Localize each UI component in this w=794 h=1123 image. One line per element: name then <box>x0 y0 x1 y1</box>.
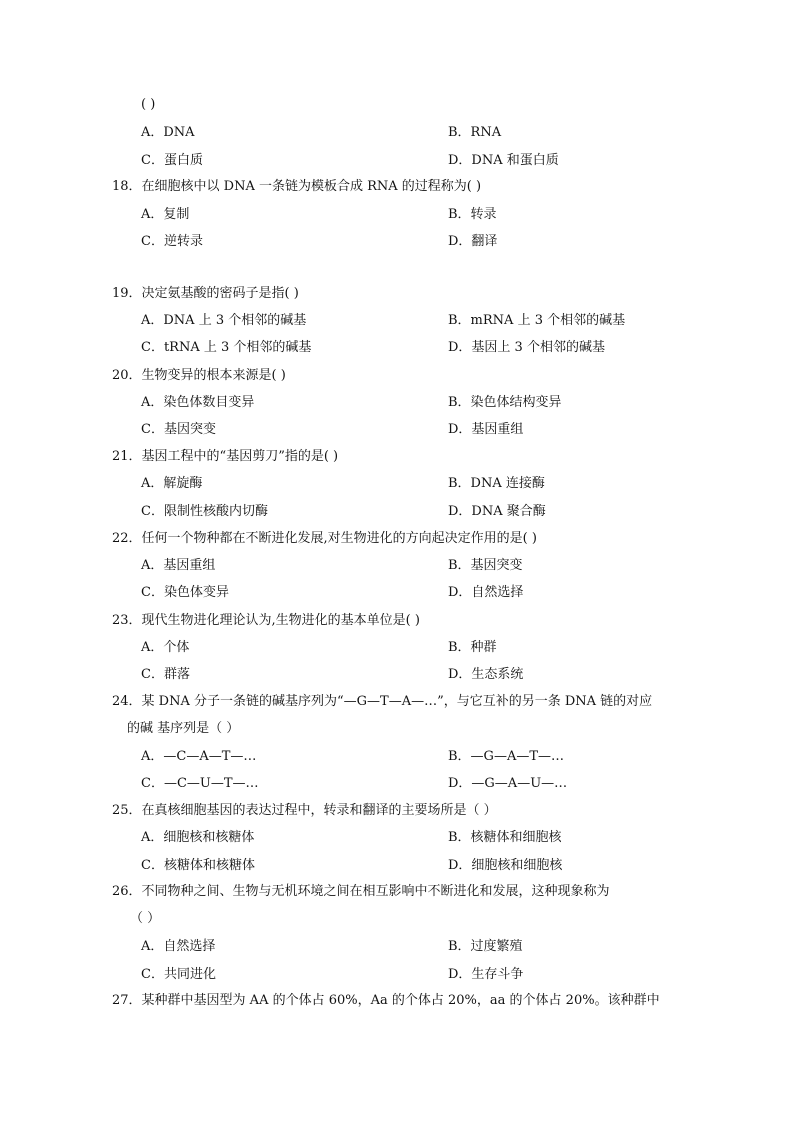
q19-option-d[interactable]: D．基因上 3 个相邻的碱基 <box>448 340 605 355</box>
q22-option-b[interactable]: B．基因突变 <box>448 558 523 573</box>
q24-option-a[interactable]: A．—C—A—T—… <box>141 749 257 764</box>
q24-stem-continued: 的碱 基序列是（ ） <box>127 721 240 736</box>
q23-option-a[interactable]: A．个体 <box>141 640 190 655</box>
q25-option-c[interactable]: C．核糖体和核糖体 <box>141 858 255 873</box>
q17-option-a[interactable]: A．DNA <box>141 125 195 140</box>
q26-stem: 26．不同物种之间、生物与无机环境之间在相互影响中不断进化和发展，这种现象称为 <box>112 884 610 899</box>
q21-option-d[interactable]: D．DNA 聚合酶 <box>448 504 546 519</box>
q17-option-d[interactable]: D．DNA 和蛋白质 <box>448 153 559 168</box>
q20-option-b[interactable]: B．染色体结构变异 <box>448 395 562 410</box>
q26-option-d[interactable]: D．生存斗争 <box>448 967 524 982</box>
q19-stem: 19．决定氨基酸的密码子是指( ) <box>112 286 299 301</box>
q27-stem: 27．某种群中基因型为 AA 的个体占 60%，Aa 的个体占 20%，aa 的个体占 20%。该种群中 <box>112 993 660 1008</box>
q23-option-c[interactable]: C．群落 <box>141 667 190 682</box>
q19-option-a[interactable]: A．DNA 上 3 个相邻的碱基 <box>141 313 307 328</box>
q21-option-a[interactable]: A．解旋酶 <box>141 476 203 491</box>
q22-option-c[interactable]: C．染色体变异 <box>141 585 229 600</box>
q26-option-a[interactable]: A．自然选择 <box>141 939 216 954</box>
q19-option-b[interactable]: B．mRNA 上 3 个相邻的碱基 <box>448 313 626 328</box>
q25-option-b[interactable]: B．核糖体和细胞核 <box>448 830 562 845</box>
q18-stem: 18．在细胞核中以 DNA 一条链为模板合成 RNA 的过程称为( ) <box>112 179 482 194</box>
q23-option-d[interactable]: D．生态系统 <box>448 667 524 682</box>
q26-option-b[interactable]: B．过度繁殖 <box>448 939 523 954</box>
q21-stem: 21．基因工程中的“基因剪刀”指的是( ) <box>112 449 339 464</box>
q18-option-a[interactable]: A．复制 <box>141 207 190 222</box>
q20-option-d[interactable]: D．基因重组 <box>448 422 524 437</box>
q25-stem: 25．在真核细胞基因的表达过程中，转录和翻译的主要场所是（ ） <box>112 803 497 818</box>
q21-option-b[interactable]: B．DNA 连接酶 <box>448 476 545 491</box>
q23-stem: 23．现代生物进化理论认为,生物进化的基本单位是( ) <box>112 613 420 628</box>
q26-option-c[interactable]: C．共同进化 <box>141 967 216 982</box>
q22-stem: 22．任何一个物种都在不断进化发展,对生物进化的方向起决定作用的是( ) <box>112 531 537 546</box>
q20-stem: 20．生物变异的根本来源是( ) <box>112 368 286 383</box>
q20-option-a[interactable]: A．染色体数目变异 <box>141 395 255 410</box>
q24-option-b[interactable]: B．—G—A—T—… <box>448 749 564 764</box>
q17-stem-tail: ( ) <box>141 97 156 112</box>
q22-option-d[interactable]: D．自然选择 <box>448 585 524 600</box>
q20-option-c[interactable]: C．基因突变 <box>141 422 216 437</box>
q17-option-c[interactable]: C．蛋白质 <box>141 153 203 168</box>
q19-option-c[interactable]: C．tRNA 上 3 个相邻的碱基 <box>141 340 312 355</box>
q24-stem: 24．某 DNA 分子一条链的碱基序列为“—G—T—A—…”，与它互补的另一条 DNA 链的对应 <box>112 694 653 709</box>
q25-option-a[interactable]: A．细胞核和核糖体 <box>141 830 255 845</box>
q22-option-a[interactable]: A．基因重组 <box>141 558 216 573</box>
q18-option-d[interactable]: D．翻译 <box>448 234 498 249</box>
q18-option-b[interactable]: B．转录 <box>448 207 497 222</box>
q26-stem-continued: （ ） <box>130 911 161 926</box>
q21-option-c[interactable]: C．限制性核酸内切酶 <box>141 504 268 519</box>
q24-option-d[interactable]: D．—G—A—U—… <box>448 776 568 791</box>
q23-option-b[interactable]: B．种群 <box>448 640 497 655</box>
q17-option-b[interactable]: B．RNA <box>448 125 502 140</box>
q18-option-c[interactable]: C．逆转录 <box>141 234 203 249</box>
q24-option-c[interactable]: C．—C—U—T—… <box>141 776 259 791</box>
q25-option-d[interactable]: D．细胞核和细胞核 <box>448 858 563 873</box>
